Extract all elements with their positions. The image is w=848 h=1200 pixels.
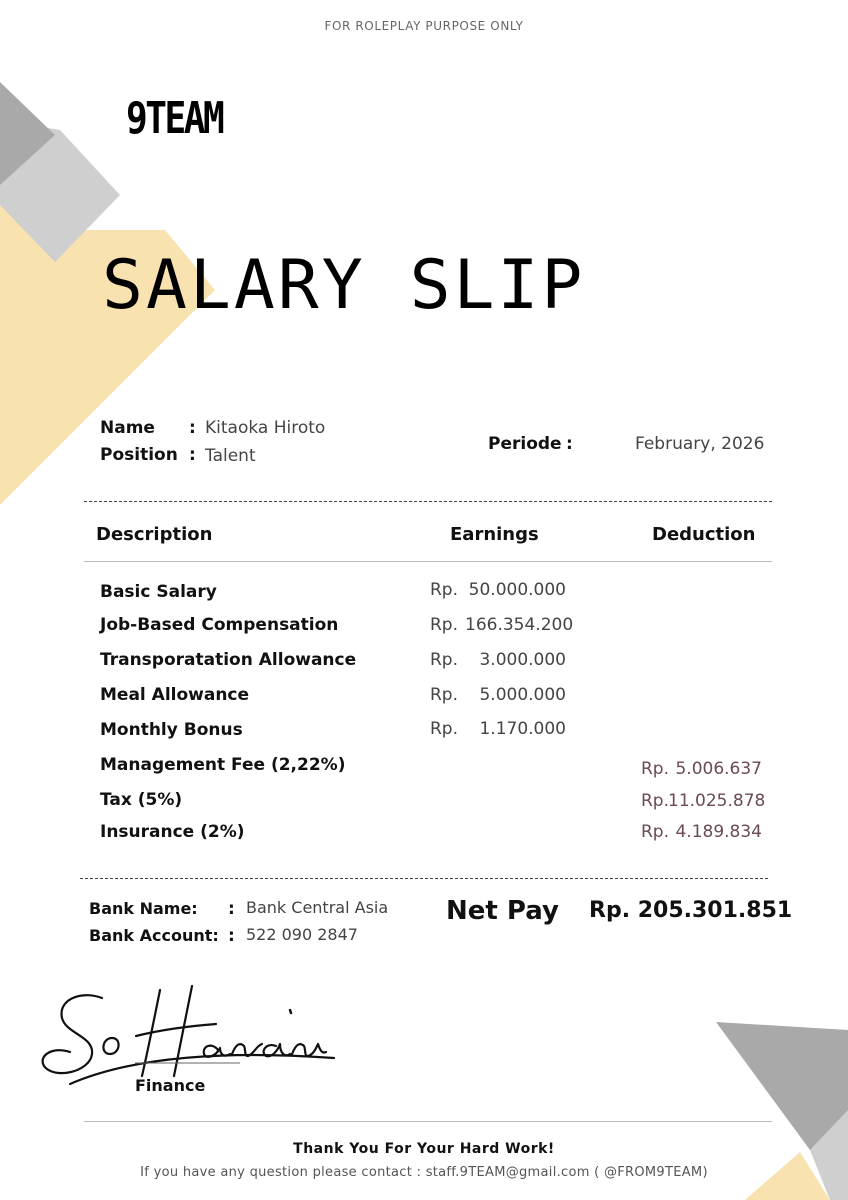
earning-row-currency: Rp. (430, 685, 459, 705)
deduction-row-description: Insurance (2%) (100, 822, 245, 842)
period-colon: : (566, 434, 573, 454)
page-title: SALARY SLIP (102, 246, 586, 325)
name-colon: : (189, 418, 196, 438)
earning-row-amount: 3.000.000 (479, 650, 566, 670)
deduction-row-description: Tax (5%) (100, 790, 183, 810)
position-label: Position (100, 445, 178, 465)
earning-row-amount: 5.000.000 (479, 685, 566, 705)
deduction-row-currency: Rp. (641, 822, 670, 842)
position-value: Talent (205, 446, 256, 466)
earning-row-amount: 1.170.000 (479, 719, 566, 739)
earning-row-currency: Rp. (430, 719, 459, 739)
deduction-row-description: Management Fee (2,22%) (100, 755, 346, 775)
deduction-row-currency: Rp. (641, 759, 670, 779)
header-earnings: Earnings (450, 524, 539, 545)
bank-name-colon: : (228, 899, 235, 919)
company-logo: 9TEAM (126, 93, 223, 144)
earning-row-currency: Rp. (430, 615, 459, 635)
period-label: Periode (488, 434, 562, 454)
net-pay-label: Net Pay (446, 896, 559, 926)
bank-account-colon: : (228, 926, 235, 946)
deduction-row-amount: 4.189.834 (675, 822, 762, 842)
deduction-row-currency: Rp. (641, 791, 670, 811)
period-value: February, 2026 (635, 434, 765, 454)
divider-footer (84, 1121, 772, 1122)
name-label: Name (100, 418, 155, 438)
earning-row-currency: Rp. (430, 650, 459, 670)
earning-row-description: Basic Salary (100, 582, 217, 602)
earning-row-description: Meal Allowance (100, 685, 250, 705)
earning-row-amount: 166.354.200 (465, 615, 574, 635)
deduction-row-amount: 11.025.878 (668, 791, 766, 811)
divider-bottom (80, 878, 768, 879)
bank-account-value: 522 090 2847 (246, 925, 358, 944)
earning-row-description: Job-Based Compensation (100, 615, 339, 635)
signature-image (40, 980, 340, 1090)
header-description: Description (96, 524, 213, 545)
disclaimer-text: FOR ROLEPLAY PURPOSE ONLY (324, 19, 524, 33)
signature-role: Finance (135, 1076, 206, 1095)
bank-account-label: Bank Account: (89, 926, 219, 945)
bank-name-label: Bank Name: (89, 899, 198, 918)
name-value: Kitaoka Hiroto (205, 418, 326, 438)
thank-you-text: Thank You For Your Hard Work! (293, 1141, 555, 1157)
divider-header (84, 561, 772, 562)
earning-row-amount: 50.000.000 (468, 580, 566, 600)
earning-row-description: Transporatation Allowance (100, 650, 357, 670)
earning-row-description: Monthly Bonus (100, 720, 243, 740)
contact-text: If you have any question please contact : staff.9TEAM@gmail.com ( @FROM9TEAM) (140, 1165, 708, 1180)
bank-name-value: Bank Central Asia (246, 898, 389, 917)
divider-top (84, 501, 772, 502)
earning-row-currency: Rp. (430, 580, 459, 600)
net-pay-value: Rp. 205.301.851 (589, 898, 793, 923)
deduction-row-amount: 5.006.637 (675, 759, 762, 779)
header-deduction: Deduction (652, 524, 756, 545)
position-colon: : (189, 445, 196, 465)
